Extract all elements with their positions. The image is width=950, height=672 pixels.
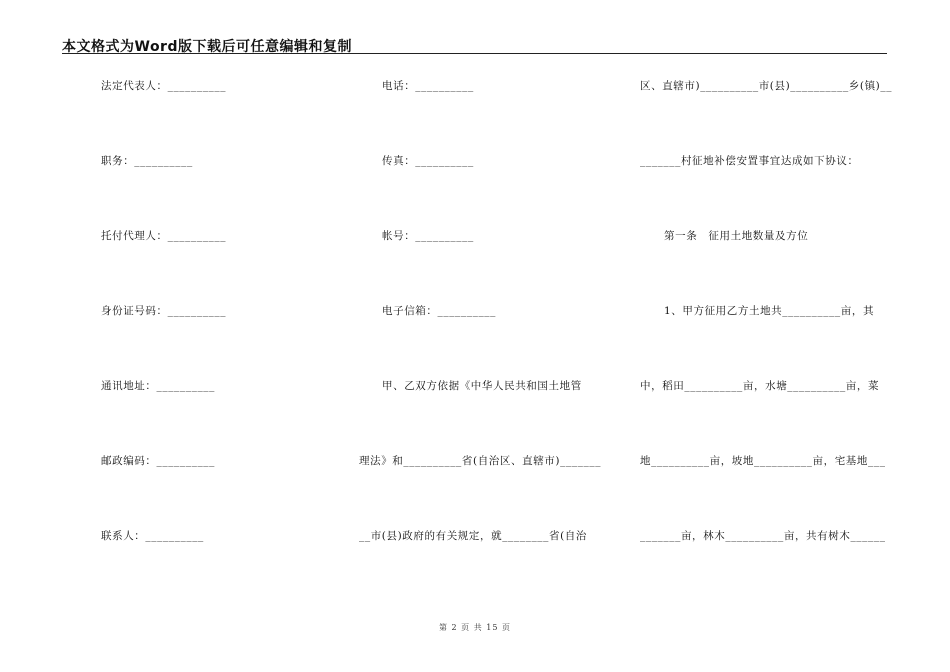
clause-text-line: 地__________亩，坡地__________亩，宅基地___ bbox=[640, 455, 886, 467]
agreement-text-line: _______村征地补偿安置事宜达成如下协议： bbox=[640, 155, 859, 167]
mailing-address-field: 通讯地址：__________ bbox=[101, 380, 215, 392]
id-number-field: 身份证号码：__________ bbox=[101, 305, 227, 317]
position-field: 职务：__________ bbox=[101, 155, 193, 167]
clause-text-line: 1、甲方征用乙方土地共__________亩，其 bbox=[664, 305, 875, 317]
email-field: 电子信箱：__________ bbox=[382, 305, 496, 317]
account-field: 帐号：__________ bbox=[382, 230, 474, 242]
clause-text-line: _______亩，林木__________亩，共有树木______ bbox=[640, 530, 886, 542]
phone-field: 电话：__________ bbox=[382, 80, 474, 92]
header-divider bbox=[62, 53, 887, 54]
clause-text-line: 中，稻田__________亩，水塘__________亩，菜 bbox=[640, 380, 880, 392]
contact-person-field: 联系人：__________ bbox=[101, 530, 204, 542]
agreement-text-line: 甲、乙双方依据《中华人民共和国土地管 bbox=[382, 380, 582, 392]
page-number: 第 2 页 共 15 页 bbox=[439, 623, 511, 632]
fax-field: 传真：__________ bbox=[382, 155, 474, 167]
agreement-text-line: __市(县)政府的有关规定，就________省(自治 bbox=[359, 530, 587, 542]
postal-code-field: 邮政编码：__________ bbox=[101, 455, 215, 467]
agreement-text-line: 理法》和__________省(自治区、直辖市)_______ bbox=[359, 455, 602, 467]
document-header: 本文格式为Word版下载后可任意编辑和复制 bbox=[62, 39, 352, 55]
legal-representative-field: 法定代表人：__________ bbox=[101, 80, 227, 92]
agreement-text-line: 区、直辖市)__________市(县)__________乡(镇)__ bbox=[640, 80, 893, 92]
article-heading: 第一条 征用土地数量及方位 bbox=[664, 230, 809, 242]
entrusted-agent-field: 托付代理人：__________ bbox=[101, 230, 227, 242]
